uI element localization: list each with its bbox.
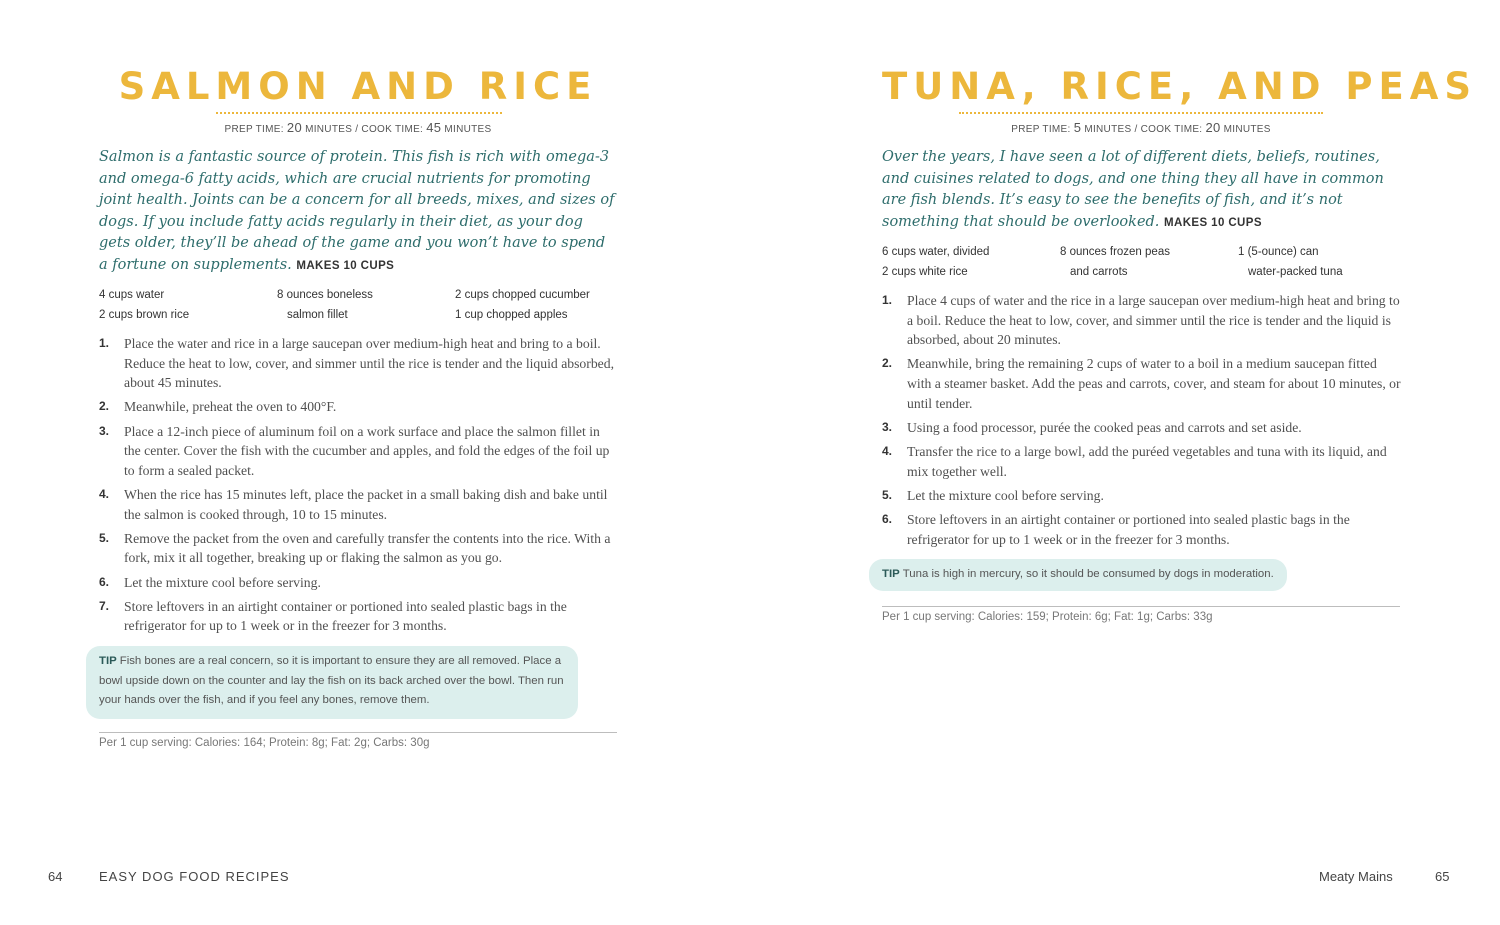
tip-label: TIP <box>882 568 900 580</box>
step <box>99 397 619 417</box>
step-number: 6. <box>882 511 893 526</box>
step <box>99 597 619 636</box>
step-number: 1. <box>882 293 893 307</box>
step-text: Let the mixture cool before serving. <box>907 487 1104 503</box>
step-text: Place the water and rice in a large saucepan over medium-high heat and bring to a boil. Reduce the heat to low, cover, and simmer until the rice is tender and the liquid absorbed, about 45 minutes. <box>124 336 615 391</box>
prep-time-value: 5 <box>1073 120 1082 135</box>
prep-time-value: 20 <box>286 120 302 135</box>
title-dotted-rule <box>216 112 502 114</box>
step <box>882 442 1402 481</box>
step-number: 4. <box>882 443 893 458</box>
recipe-intro <box>99 147 617 278</box>
step-number: 3. <box>882 419 893 434</box>
ingredients-column-2 <box>277 286 373 325</box>
ingredients-column-1 <box>882 243 989 282</box>
step <box>882 418 1402 438</box>
prep-time-unit: MINUTES <box>1084 124 1132 135</box>
step-text: When the rice has 15 minutes left, place the packet in a small baking dish and bake until the salmon is cooked through, 10 to 15 minutes. <box>124 486 608 522</box>
tip-text: Fish bones are a real concern, so it is important to ensure they are all removed. Place a bowl upside down on the counter and lay the fish on its back arched over the bowl. Then run your hands over the fish, and if you feel any bones, remove them. <box>99 655 564 707</box>
ingredient: 6 cups water, divided <box>882 246 990 258</box>
step-text: Using a food processor, purée the cooked peas and carrots and set aside. <box>907 419 1302 435</box>
tip-box <box>869 559 1287 591</box>
left-running-head: EASY DOG FOOD RECIPES <box>99 869 290 884</box>
left-page-number: 64 <box>48 869 63 884</box>
step-number: 3. <box>99 423 110 438</box>
nutrition-divider <box>882 606 1400 607</box>
ingredient-continued: water-packed tuna <box>1248 265 1343 278</box>
step-text: Store leftovers in an airtight container or portioned into sealed plastic bags in the refrigerator for up to 1 week or in the freezer for 3 months. <box>907 511 1350 547</box>
prep-cook-times <box>882 120 1400 138</box>
step-text: Meanwhile, bring the remaining 2 cups of water to a boil in a medium saucepan fitted with a steamer basket. Add the peas and carrots, cover, and steam for about 10 minutes, or until tender. <box>907 356 1401 411</box>
step <box>882 354 1402 413</box>
step-number: 6. <box>99 574 110 589</box>
ingredient: 2 cups chopped cucumber <box>455 289 590 301</box>
step-text: Transfer the rice to a large bowl, add the puréed vegetables and tuna with its liquid, and mix together well. <box>907 443 1387 479</box>
ingredient-continued: salmon fillet <box>287 308 348 321</box>
prep-time-label: PREP TIME: <box>1011 124 1071 135</box>
ingredients-column-1 <box>99 286 189 325</box>
step <box>99 529 619 568</box>
ingredients-column-3 <box>455 286 590 325</box>
nutrition-info: Per 1 cup serving: Calories: 164; Protein: 8g; Fat: 2g; Carbs: 30g <box>99 737 430 749</box>
right-page-number: 65 <box>1435 869 1450 884</box>
tip-box <box>86 646 578 719</box>
tip-label: TIP <box>99 655 117 667</box>
ingredients-column-2 <box>1060 243 1170 282</box>
step-number: 5. <box>882 487 893 502</box>
nutrition-info: Per 1 cup serving: Calories: 159; Protein: 6g; Fat: 1g; Carbs: 33g <box>882 611 1213 623</box>
yield: MAKES 10 CUPS <box>1164 216 1262 229</box>
step <box>882 510 1402 549</box>
prep-cook-times <box>99 120 617 138</box>
recipe-title: SALMON AND RICE <box>118 65 598 108</box>
cook-time-label: / COOK TIME: <box>352 124 424 135</box>
recipe-steps <box>99 334 619 640</box>
intro-text: Over the years, I have seen a lot of different diets, beliefs, routines, and cuisines related to dogs, and one thing they all have in common are fish blends. It’s easy to see the benefits of fish, and it’s not something that should be overlooked. <box>882 149 1384 230</box>
step-text: Meanwhile, preheat the oven to 400°F. <box>124 399 337 415</box>
ingredient: 4 cups water <box>99 289 165 301</box>
step-number: 5. <box>99 530 110 545</box>
step-number: 7. <box>99 598 110 613</box>
ingredient-continued: and carrots <box>1070 265 1128 278</box>
recipe-intro <box>882 147 1400 234</box>
step-number: 4. <box>99 486 110 501</box>
step <box>99 334 619 393</box>
tip-text: Tuna is high in mercury, so it should be consumed by dogs in moderation. <box>902 568 1274 580</box>
ingredient: 8 ounces boneless <box>277 289 373 301</box>
step-text: Let the mixture cool before serving. <box>124 574 321 590</box>
cook-time-value: 45 <box>426 120 442 135</box>
nutrition-divider <box>99 732 617 733</box>
step <box>99 485 619 524</box>
step-text: Store leftovers in an airtight container or portioned into sealed plastic bags in the refrigerator for up to 1 week or in the freezer for 3 months. <box>124 598 567 634</box>
step <box>882 291 1402 350</box>
step-text: Remove the packet from the oven and carefully transfer the contents into the rice. With a fork, mix it all together, breaking up or flaking the salmon as you go. <box>124 530 611 566</box>
recipe-title: TUNA, RICE, AND PEAS <box>882 65 1478 108</box>
ingredient: 2 cups brown rice <box>99 308 190 321</box>
step <box>882 486 1402 506</box>
ingredients-column-3 <box>1238 243 1343 282</box>
step-number: 1. <box>99 336 110 350</box>
cook-time-value: 20 <box>1205 120 1221 135</box>
prep-time-unit: MINUTES <box>305 124 353 135</box>
ingredient: 8 ounces frozen peas <box>1060 246 1170 258</box>
ingredient: 1 cup chopped apples <box>455 308 568 321</box>
step-text: Place 4 cups of water and the rice in a large saucepan over medium-high heat and bring to a boil. Reduce the heat to low, cover, and simmer until the rice is tender and the liquid is absorbed, about 20 minutes. <box>907 293 1400 348</box>
cook-time-unit: MINUTES <box>1223 124 1271 135</box>
step <box>99 573 619 593</box>
cook-time-label: / COOK TIME: <box>1131 124 1203 135</box>
recipe-steps <box>882 291 1402 554</box>
ingredient: 1 (5-ounce) can <box>1238 246 1319 258</box>
intro-text: Salmon is a fantastic source of protein. This fish is rich with omega-3 and omega-6 fatty acids, which are crucial nutrients for promoting joint health. Joints can be a concern for all breeds, mixes, and sizes of dogs. If you include fatty acids regularly in their diet, as your dog gets older, they’ll be ahead of the game and you won’t have to spend a fortune on supplements. <box>99 149 615 273</box>
step <box>99 422 619 481</box>
title-dotted-rule <box>959 112 1323 114</box>
step-number: 2. <box>99 399 110 414</box>
yield: MAKES 10 CUPS <box>296 259 395 272</box>
right-running-head: Meaty Mains <box>1319 869 1393 884</box>
prep-time-label: PREP TIME: <box>224 124 284 135</box>
ingredient: 2 cups white rice <box>882 265 968 278</box>
cook-time-unit: MINUTES <box>444 124 492 135</box>
step-text: Place a 12-inch piece of aluminum foil on a work surface and place the salmon fillet in the center. Cover the fish with the cucumber and apples, and fold the edges of the foil up to form a sealed packet. <box>124 423 610 478</box>
step-number: 2. <box>882 356 893 371</box>
